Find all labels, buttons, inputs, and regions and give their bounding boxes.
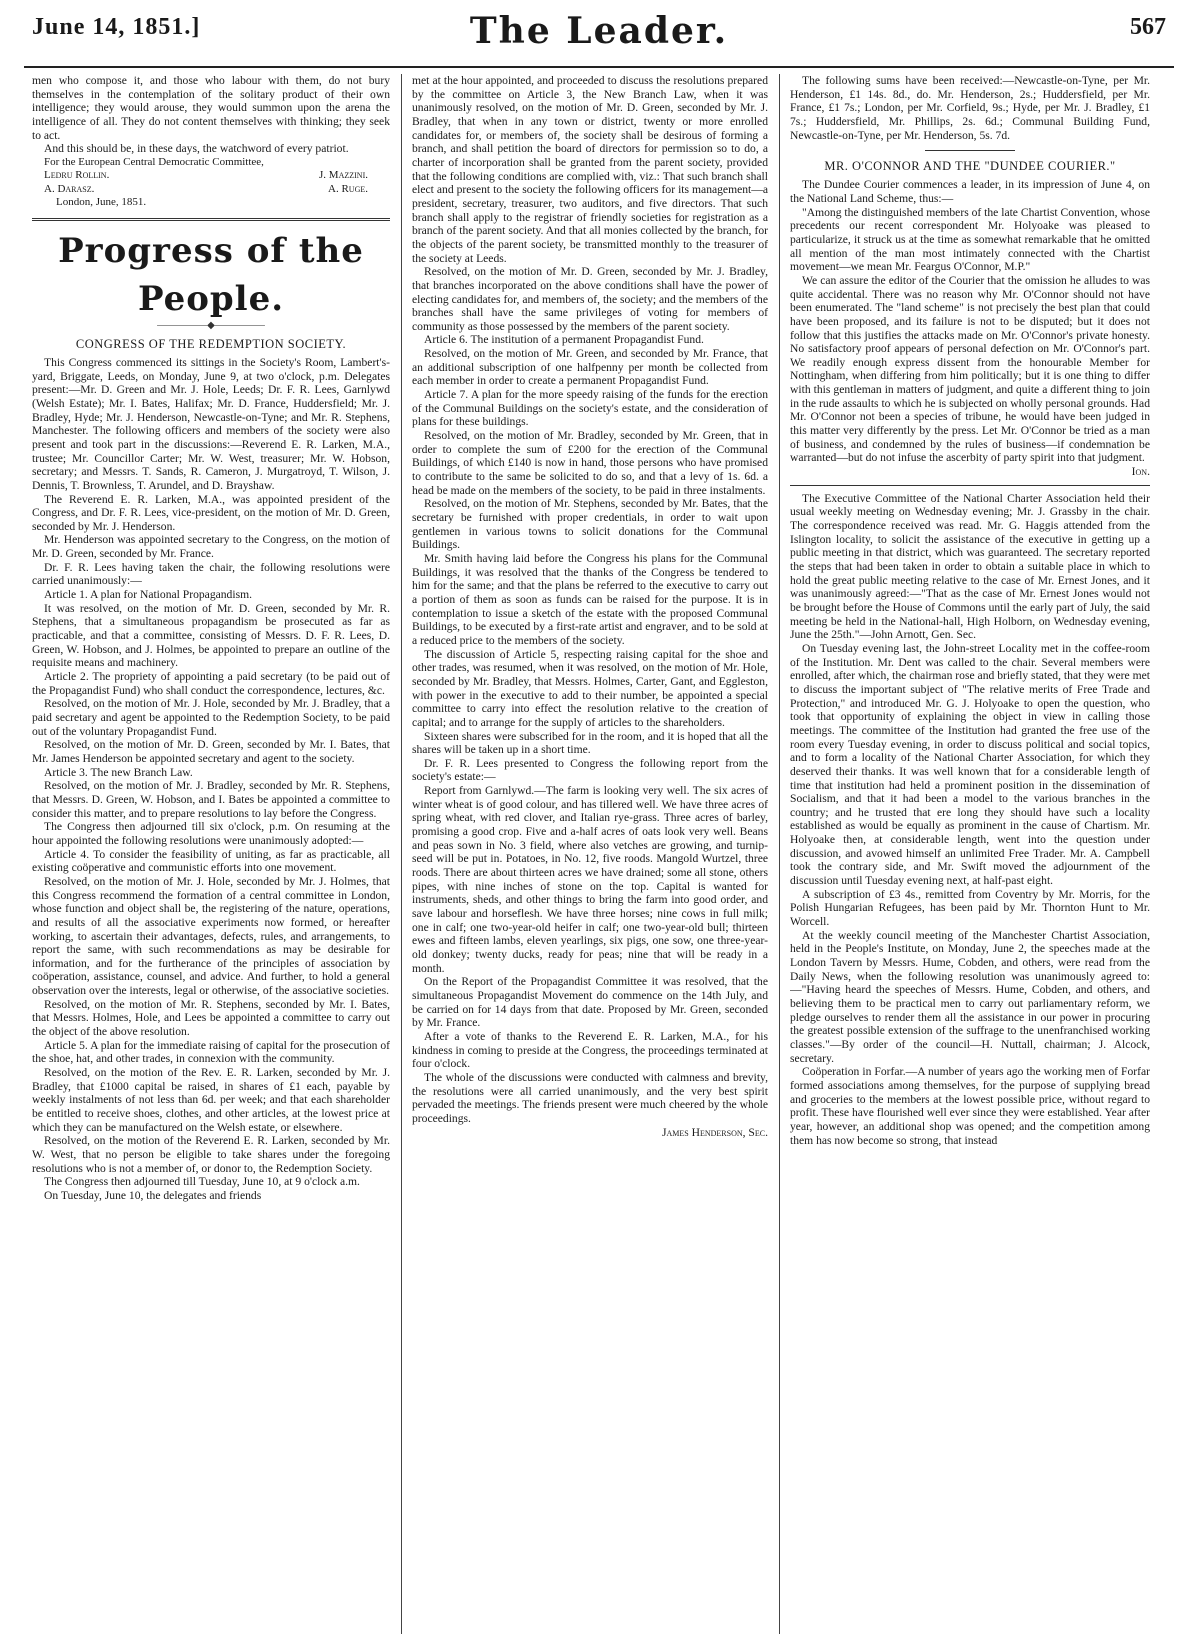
article-paragraph: On the Report of the Propagandist Committee it was resolved, that the simultaneous Propagandist Movement do commence on the 14th July, and be carried on for 14 days from that date. Proposed by Mr. Green, seconded by Mr. France.	[412, 975, 768, 1030]
section-title: Progress of the People.	[58, 230, 364, 319]
article-paragraph: The Congress then adjourned till six o'clock, p.m. On resuming at the hour appointed the following resolutions were unanimously adopted:—	[32, 820, 390, 847]
article-paragraph: The Congress then adjourned till Tuesday, June 10, at 9 o'clock a.m.	[44, 1175, 360, 1189]
article-paragraph: A subscription of £3 4s., remitted from Coventry by Mr. Morris, for the Polish Hungarian Refugees, has been paid by Mr. Thornton Hunt to Mr. Worcell.	[790, 887, 1150, 929]
article-paragraph: At the weekly council meeting of the Manchester Chartist Association, held in the People's Institute, on Monday, June 2, the speeches made at the London Tavern by Messrs. Hume, Cobden, and others, were read from the Daily News, when the following resolution was unanimously agreed to:—"Having heard the speeches of Messrs. Hume, Cobden, and others, and believing them to be practical men to carry out parliamentary reform, we pledge ourselves to render them all the assistance in our power in procuring the greatest possible extension of the suffrage to the unenfranchised working classes."—By order of the council—H. Nuttall, chairman; J. Alcock, secretary.	[790, 928, 1150, 1065]
article-paragraph: Resolved, on the motion of Mr. J. Hole, seconded by Mr. J. Bradley, that a paid secretary and agent be appointed to the Redemption Society, to be paid out of the voluntary Propagandist Fund.	[32, 697, 390, 738]
article-paragraph: It was resolved, on the motion of Mr. D. Green, seconded by Mr. R. Stephens, that a simultaneous propagandism be prosecuted as far as practicable, and that a committee, consisting of Messrs. D. F. R. Lees, D. Green, W. Hobson, and J. Holmes, be appointed to prepare an outline of the requisite means and machinery.	[32, 601, 390, 670]
signers-row	[32, 183, 390, 197]
article-paragraph: Dr. F. R. Lees presented to Congress the following report from the society's estate:—	[412, 756, 768, 784]
column-divider	[779, 74, 780, 1634]
article-paragraph: The Reverend E. R. Larken, M.A., was appointed president of the Congress, and Dr. F. R. Lees, vice-president, on the motion of Mr. D. Green, seconded by Mr. J. Henderson.	[32, 492, 390, 533]
article-paragraph: On Tuesday evening last, the John-street Locality met in the coffee-room of the Institution. Mr. Dent was called to the chair. Several members were enrolled, after which, the chairman rose and briefly stated, that they were met to discuss the important subject of "The relative merits of Free Trade and Protection," and introduced Mr. G. J. Holyoake to open the question, who took that opportunity of explaining the object in view in calling those meetings. The committee of the Institution had granted the free use of the room every Tuesday evening, in order to discuss political and social topics, and to form a locality of the National Charter Association, for which they deserved their thanks. It was well known that for a considerable length of time that institution had held a prominent position in the dissemination of Socialism, and that it had been a model to the various branches in the country; and he trusted that ere long they should have such a locality established as would be equally as prominent in the cause of Chartism. Mr. Holyoake then, at considerable length, went into the question under discussion, and avowed himself an unlimited Free Trader. Mr. A. Campbell took the contrary side, and Mr. Swift moved the adjournment of the discussion until Tuesday evening next, at half-past eight.	[790, 641, 1150, 888]
article-paragraph: Resolved, on the motion of the Rev. E. R. Larken, seconded by Mr. J. Bradley, that £1000 capital be raised, in shares of £1 each, payable by weekly instalments of not less than 6d. per week; and that each shareholder be entitled to receive shoes, clothes, and other articles, at the lowest price at which they can be manufactured on the Welsh estate, or elsewhere.	[32, 1066, 390, 1134]
quoted-paragraph: "Among the distinguished members of the late Chartist Convention, whose precedents our recent correspondent Mr. Holyoake was pleased to particularize, it struck us at the time as somewhat remarkable that he omitted all mention of the man most intimately connected with the Chartist movement—we mean Mr. Feargus O'Connor, M.P."	[790, 205, 1150, 274]
article-paragraph: met at the hour appointed, and proceeded to discuss the resolutions prepared by the committee on Article 3, the New Branch Law, when it was unanimously resolved, on the motion of Mr. D. Green, seconded by Mr. J. Bradley, that when in any town or district, twenty or more enrolled candidates for, or members of, the society shall be desirous of forming a branch, and shall petition the board of directors for permission so to do, a charter of incorporation shall be granted from the parent society, provided that the following conditions are complied with, viz.: That such branch shall elect and present to the society the following officers for its management—a president, secretary, treasurer, two auditors, and five directors. That such branch shall apply to the registrar of friendly societies for registration as a branch of the parent society. And that all monies collected by the branch, for the objects of the parent society, be transmitted monthly to the treasurer of the society at Leeds.	[412, 74, 768, 265]
article-paragraph: Mr. Henderson was appointed secretary to the Congress, on the motion of Mr. D. Green, seconded by Mr. France.	[32, 533, 390, 561]
article-paragraph: Resolved, on the motion of the Reverend E. R. Larken, seconded by Mr. W. West, that no person be eligible to take shares under the foregoing resolutions who is not a member of, or donor to, the Redemption Society.	[32, 1134, 390, 1175]
page-header	[24, 10, 1174, 58]
column-divider	[401, 74, 402, 1634]
article-heading: CONGRESS OF THE REDEMPTION SOCIETY.	[75, 336, 347, 351]
article-paragraph: Resolved, on the motion of Mr. Green, and seconded by Mr. France, that an additional subscription of one halfpenny per month be collected from each member in order to create a permanent Propagandist Fund.	[412, 347, 768, 388]
article-paragraph: Article 1. A plan for National Propagandism.	[44, 588, 253, 602]
article-paragraph: The discussion of Article 5, respecting raising capital for the shoe and other trades, was resumed, when it was resolved, on the motion of Mr. Hole, seconded by Mr. Bradley, that Messrs. Holmes, Carter, Gant, and Eggleston, with power in the executive to add to their number, be appointed a special committee to carry into effect the resolution relative to the creation of capital; and to arrange for the supply of articles to the shareholders.	[412, 647, 768, 729]
column-right	[790, 74, 1150, 1639]
article-paragraph: Resolved, on the motion of Mr. J. Bradley, seconded by Mr. R. Stephens, that Messrs. D. Green, W. Hobson, and I. Bates be appointed a committee to consider this matter, and to prepare resolutions to lay before the Congress.	[32, 779, 390, 820]
article-paragraph: Article 5. A plan for the immediate raising of capital for the prosecution of the shoe, hat, and other trades, in connexion with the community.	[32, 1038, 390, 1066]
signer-name: A. Ruge.	[328, 182, 368, 195]
article-paragraph: The Dundee Courier commences a leader, in its impression of June 4, on the National Land Scheme, thus:—	[790, 178, 1150, 205]
article-paragraph: Coöperation in Forfar.—A number of years ago the working men of Forfar formed associations among themselves, for the purpose of supplying bread and groceries to the members at the lowest possible price, without regard to profit. These have flourished well ever since they were established. Year after year, however, an additional shop was opened; and the competition among them has now become so strong, that instead	[790, 1065, 1150, 1147]
article-paragraph: Article 4. To consider the feasibility of uniting, as far as practicable, all existing coöperative and communistic efforts into one movement.	[32, 847, 390, 875]
article-paragraph: men who compose it, and those who labour with them, do not bury themselves in the contemplation of the solitary product of their own intelligence; they would arouse, they would summon upon the arena the intelligence of all. They do not content themselves with thinking; they seek to act.	[32, 74, 390, 142]
author-signature: Ion.	[1131, 465, 1150, 479]
article-paragraph: On Tuesday, June 10, the delegates and friends	[44, 1188, 262, 1202]
issue-date: June 14, 1851.]	[32, 14, 201, 40]
article-paragraph: Resolved, on the motion of Mr. Stephens, seconded by Mr. Bates, that the secretary be furnished with proper credentials, in order to wait upon gentlemen in various towns to solicit donations for the Communal Buildings.	[412, 497, 768, 552]
signers-row	[32, 169, 390, 183]
author-signature: James Henderson, Sec.	[661, 1125, 768, 1139]
article-paragraph: The Executive Committee of the National Charter Association held their usual weekly meeting on Wednesday evening; Mr. J. Grassby in the chair. The correspondence received was read. Mr. G. Haggis attended from the Islington locality, to solicit the assistance of the executive in getting up a public meeting in that district, which was guaranteed. The secretary reported the steps that had been taken in order to obtain a suitable place in which to hold the great public meeting relative to the case of Mr. Ernest Jones, and it was unanimously agreed:—"That as the case of Mr. Ernest Jones would not be brought before the House of Commons until the early part of July, the said meeting be held in the National-hall, High Holborn, on Wednesday evening, June the 25th."—John Arnott, Gen. Sec.	[790, 491, 1150, 642]
section-rule	[32, 218, 390, 221]
article-paragraph: Article 7. A plan for the more speedy raising of the funds for the erection of the Communal Buildings on the society's estate, and the consideration of plans for these buildings.	[412, 388, 768, 429]
article-paragraph: Resolved, on the motion of Mr. D. Green, seconded by Mr. J. Bradley, that branches incorporated on the above conditions shall have the power of electing candidates for, and members of, the society; and the members of the branches shall have the same privileges of voting for members of community as those possessed by the members of the parent society.	[412, 265, 768, 333]
place-date: London, June, 1851.	[56, 196, 147, 209]
article-paragraph: Article 6. The institution of a permanent Propagandist Fund.	[424, 333, 704, 347]
article-paragraph: Article 3. The new Branch Law.	[44, 765, 193, 779]
article-paragraph: Resolved, on the motion of Mr. J. Hole, seconded by Mr. J. Holmes, that this Congress recommend the formation of a central committee in London, whose function and object shall be, the registering of the nature, operations, and results of all the associative experiments now formed, or hereafter working, to ascertain their advantages, defects, rules, and arrangements, to report the same, with such recommendations as may be desirable for information, and for the furtherance of the principles of association by coöperation, assistance, counsel, and advice. And further, to hold a general observation over the interests, legal or otherwise, of the associative societies.	[32, 874, 390, 998]
signer-name: Ledru Rollin.	[44, 169, 110, 182]
article-paragraph: And this should be, in these days, the watchword of every patriot.	[44, 142, 349, 156]
committee-line: For the European Central Democratic Committee,	[44, 155, 264, 168]
article-paragraph: Dr. F. R. Lees having taken the chair, the following resolutions were carried unanimously:—	[32, 560, 390, 588]
article-paragraph: We can assure the editor of the Courier that the omission he alludes to was quite accidental. There was no reason why Mr. O'Connor should not have been enumerated. The "land scheme" is not precisely the best plan that could have been proposed, and its failure is not to be disputed; but it does not follow that this justifies the attacks made on Mr. O'Connor's private honesty. No satisfactory proof appears of personal defection on Mr. O'Connor's part. We readily enough express dissent from the honourable Member for Nottingham, when differing from him politically; but it is one thing to differ with this gentleman in matters of judgment, and quite a different thing to join in the rude assaults to which he is subjected on wholly personal grounds. Had Mr. O'Connor not been a species of tribune, he would have been judged in this matter very differently by the press. Let Mr. O'Connor be tried as a man of business, and condemned by the rules of business—if condemnation be warranted—but do not infuse the ascerbity of party spirit into that judgment.	[790, 273, 1150, 465]
article-paragraph: The following sums have been received:—Newcastle-on-Tyne, per Mr. Henderson, £1 14s. 8d., do. Mr. Henderson, 2s.; Huddersfield, per Mr. France, £1 7s.; London, per Mr. Corfield, 9s.; Hyde, per Mr. J. Bradley, £1 7s.; Huddersfield, Mr. Phillips, 2s. 6d.; Communal Building Fund, Newcastle-on-Tyne, per Mr. Henderson, 5s. 7d.	[790, 74, 1150, 142]
signer-name: J. Mazzini.	[319, 169, 368, 182]
ornament-divider: —————◆—————	[157, 319, 265, 331]
article-paragraph: Article 2. The propriety of appointing a paid secretary (to be paid out of the Propagandist Fund) who shall conduct the correspondence, lectures, &c.	[32, 670, 390, 697]
column-left	[32, 74, 390, 1639]
article-paragraph: Sixteen shares were subscribed for in the room, and it is hoped that all the shares will be taken up in a short time.	[412, 729, 768, 757]
header-rule	[24, 66, 1174, 68]
article-paragraph: After a vote of thanks to the Reverend E. R. Larken, M.A., for his kindness in coming to preside at the Congress, the proceedings terminated at four o'clock.	[412, 1029, 768, 1071]
masthead-title: The Leader.	[469, 10, 729, 52]
article-paragraph: Report from Garnlywd.—The farm is looking very well. The six acres of winter wheat is of good colour, and has tillered well. We have three acres of spring wheat, with red clover, and Italian rye-grass. Three acres of barley, promising a good crop. Five and a-half acres of oats look very well. Beans and peas sown in No. 3 field, where also vetches are growing, and turnip-seed will be put in. Potatoes, in No. 12, five roods. Mangold Wurtzel, three roods. There are about thirteen acres we have drained; some all stone, others pipes, with nine inches of stone on the top. Capital is wanted for instruments, sheds, and other things to bring the farm into good order, and save labour and horseflesh. We have three horses; nine cows in full milk; one in calf; one two-year-old heifer in calf; one two-year-old bull; thirteen ewes and fifteen lambs, eleven yearlings, six pigs, one sow, one three-year-old donkey; twenty ducks, ready for peas; nine that will be ready in a month.	[412, 784, 768, 975]
separator-rule	[925, 150, 1015, 151]
separator-rule	[790, 485, 1150, 486]
signer-name: A. Darasz.	[44, 182, 95, 195]
article-paragraph: Resolved, on the motion of Mr. R. Stephens, seconded by Mr. I. Bates, that Messrs. Holmes, Hole, and Lees be appointed a committee to carry out the object of the above resolution.	[32, 997, 390, 1039]
article-paragraph: Resolved, on the motion of Mr. Bradley, seconded by Mr. Green, that in order to complete the sum of £200 for the erection of the Communal Buildings, of which £140 is now in hand, those persons who have promised to contribute to the same be solicited to do so, and that a levy of 1s. 6d. a head be made on the members of the society, to be paid in three instalments.	[412, 429, 768, 497]
article-paragraph: Mr. Smith having laid before the Congress his plans for the Communal Buildings, it was resolved that the thanks of the Congress be tendered to him for the same; and that the plans be referred to the executive to carry out a portion of them as soon as funds can be raised for the purpose. It is in contemplation to issue a sketch of the estate with the proposed Communal Buildings, to be executed by a first-rate artist and engraver, and to be sold at a reduced price to the members of the society.	[412, 551, 768, 647]
article-paragraph: The whole of the discussions were conducted with calmness and brevity, the resolutions were all carried unanimously, and the very best spirit pervaded the meetings. The friends present were much cheered by the whole proceedings.	[412, 1070, 768, 1125]
article-paragraph: This Congress commenced its sittings in the Society's Room, Lambert's-yard, Briggate, Leeds, on Monday, June 9, at two o'clock, p.m. Delegates present:—Mr. D. Green and Mr. J. Hole, Leeds; Dr. F. R. Lees, Garnlywd (Welsh Estate); Mr. I. Bates, Halifax; Mr. D. France, Huddersfield; Mr. J. Bradley, Hyde; Mr. J. Henderson, Newcastle-on-Tyne; and Mr. R. Stephens, Manchester. The following officers and members of the society were also present and took part in the discussions:—Reverend E. R. Larken, M.A., trustee; Mr. Councillor Carter; Mr. W. West, treasurer; Mr. W. Hobson, secretary; and Messrs. T. Sands, R. Cameron, J. Murgatroyd, T. Wilson, J. Dennis, T. Brownless, T. Arundel, and D. Brayshaw.	[32, 355, 390, 492]
article-heading: MR. O'CONNOR AND THE "DUNDEE COURIER."	[824, 159, 1116, 174]
article-paragraph: Resolved, on the motion of Mr. D. Green, seconded by Mr. I. Bates, that Mr. James Henderson be appointed secretary and agent to the society.	[32, 738, 390, 765]
column-middle	[412, 74, 768, 1639]
page-number: 567	[1130, 14, 1166, 40]
